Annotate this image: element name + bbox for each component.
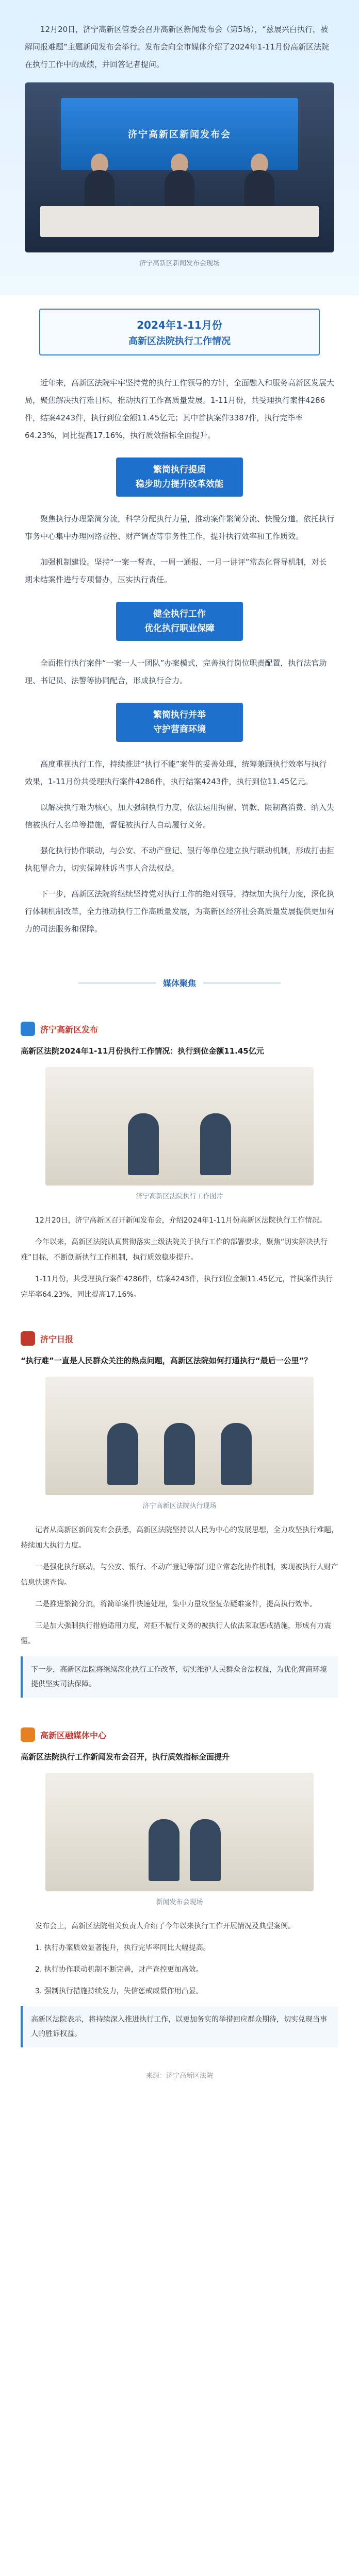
body-paragraph: 聚焦执行办理繁简分流，科学分配执行力量，推动案件繁简分流、快慢分道。依托执行事务中心集中办理网络查控、财产调查等事务性工作，提升执行效率和工作质效。 xyxy=(25,514,335,541)
media-paragraph: 1. 执行办案质效显著提升，执行完毕率同比大幅提高。 xyxy=(35,1944,210,1952)
media-caption: 新闻发布会现场 xyxy=(156,1899,203,1906)
subhead-1: 繁简执行提质 稳步助力提升改革效能 xyxy=(116,457,243,497)
media-divider xyxy=(0,977,359,989)
media-paragraph: 今年以来，高新区法院认真贯彻落实上级法院关于执行工作的部署要求，聚焦“切实解决执行难”目标，不断创新执行工作机制，执行质效稳步提升。 xyxy=(21,1238,328,1262)
media-paragraph: 12月20日，济宁高新区召开新闻发布会，介绍2024年1-11月份高新区法院执行工作情况。 xyxy=(35,1216,327,1225)
intro-paragraph: 12月20日，济宁高新区管委会召开高新区新闻发布会（第5场），“兹展兴白执行，被解同报难题”主题新闻发布会举行。发布会向全市媒体介绍了2024年1-11月份高新区法院在执行工作中的成绩，并回答记者提问。 xyxy=(25,25,329,69)
media-source xyxy=(21,1727,338,1742)
media-source xyxy=(21,1331,338,1346)
media-logo-icon xyxy=(21,1727,35,1742)
media-paragraph: 记者从高新区新闻发布会获悉，高新区法院坚持以人民为中心的发展思想，全力攻坚执行难题，持续加大执行力度。 xyxy=(21,1526,338,1550)
media-paragraph: 一是强化执行联动，与公安、银行、不动产登记等部门建立常态化协作机制，实现被执行人财产信息快速查询。 xyxy=(21,1563,338,1587)
body-paragraph: 近年来，高新区法院牢牢坚持党的执行工作领导的方针，全面融入和服务高新区发展大局，聚焦解决执行难目标，推动执行工作高质量发展。1-11月份，共受理执行案件4286件，结案4243件，执行到位金额11.45亿元；其中首执案件3387件，执行完毕率64.23%，同比提高17.16%，执行质效指标全面提升。 xyxy=(25,378,335,440)
media-photo xyxy=(45,1377,314,1495)
media-paragraph: 3. 强制执行措施持续发力，失信惩戒威慑作用凸显。 xyxy=(35,1987,203,1995)
body-paragraph: 加强机制建设。坚持“一案一督查、一周一通报、一月一讲评”常态化督导机制，对长期未结案件进行专项督办，压实执行责任。 xyxy=(25,557,327,584)
person-icon xyxy=(107,1423,138,1485)
banner-line-2: 高新区法院执行工作情况 xyxy=(128,336,231,347)
media-photo xyxy=(45,1773,314,1891)
body-paragraph: 高度重视执行工作，持续推进“执行不能”案件的妥善处理，统筹兼顾执行效率与执行效果，1-11月份共受理执行案件4286件，执行结案4243件，执行到位11.45亿元。 xyxy=(25,759,327,786)
section-banner xyxy=(39,309,320,355)
media-caption: 济宁高新区法院执行工作图片 xyxy=(136,1193,223,1200)
media-caption: 济宁高新区法院执行现场 xyxy=(142,1502,217,1510)
subhead-2: 健全执行工作 优化执行职业保障 xyxy=(116,602,243,641)
report-body xyxy=(0,369,359,961)
screen-text: 济宁高新区新闻发布会 xyxy=(128,129,231,140)
banner-line-1: 2024年1-11月份 xyxy=(137,319,222,331)
body-paragraph: 全面推行执行案件“一案一人一团队”办案模式，完善执行岗位职责配置，执行法官助理、书记员、法警等协同配合，形成执行合力。 xyxy=(25,658,327,685)
intro-band xyxy=(0,0,359,295)
divider-text: 媒体聚焦 xyxy=(162,978,196,988)
person-icon xyxy=(164,1423,195,1485)
body-paragraph: 下一步，高新区法院将继续坚持党对执行工作的绝对领导，持续加大执行力度，深化执行体制机制改革，全力推动执行工作高质量发展，为高新区经济社会高质量发展提供更加有力的司法服务和保障。 xyxy=(25,889,335,934)
person-icon xyxy=(128,1113,159,1175)
media-quote: 下一步，高新区法院将继续深化执行工作改革，切实维护人民群众合法权益，为优化营商环境提供坚实司法保障。 xyxy=(21,1656,338,1698)
media-section-1 xyxy=(0,1004,359,1314)
media-lead: 高新区法院2024年1-11月份执行工作情况：执行到位金额11.45亿元 xyxy=(21,1046,264,1056)
media-section-2 xyxy=(0,1314,359,1710)
person-icon xyxy=(85,170,115,211)
media-paragraph: 三是加大强制执行措施适用力度，对拒不履行义务的被执行人依法采取惩戒措施，形成有力震慑。 xyxy=(21,1622,331,1646)
divider-line xyxy=(78,982,156,984)
media-logo-icon xyxy=(21,1022,35,1036)
person-icon xyxy=(149,1819,180,1881)
article-footer: 来源：济宁高新区法院 xyxy=(145,2072,213,2080)
conference-table xyxy=(40,206,319,237)
photo-caption: 济宁高新区新闻发布会现场 xyxy=(139,260,220,267)
press-conference-photo xyxy=(25,82,334,252)
body-paragraph: 强化执行协作联动，与公安、不动产登记、银行等单位建立执行联动机制，形成打击拒执犯罪合力，切实保障胜诉当事人合法权益。 xyxy=(25,846,335,873)
media-lead: “执行难”一直是人民群众关注的热点问题，高新区法院如何打通执行“最后一公里”？ xyxy=(21,1356,312,1365)
media-name: 济宁高新区发布 xyxy=(40,1024,99,1035)
media-name: 济宁日报 xyxy=(40,1334,74,1344)
person-icon xyxy=(190,1819,221,1881)
media-paragraph: 2. 执行协作联动机制不断完善，财产查控更加高效。 xyxy=(35,1965,203,1974)
media-paragraph: 发布会上，高新区法院相关负责人介绍了今年以来执行工作开展情况及典型案例。 xyxy=(35,1922,295,1930)
media-lead: 高新区法院执行工作新闻发布会召开，执行质效指标全面提升 xyxy=(21,1752,230,1761)
divider-line xyxy=(203,982,281,984)
body-paragraph: 以解决执行难为核心，加大强制执行力度，依法运用拘留、罚款、限制高消费、纳入失信被执行人名单等措施，督促被执行人自动履行义务。 xyxy=(25,803,335,829)
media-photo xyxy=(45,1067,314,1185)
media-quote: 高新区法院表示，将持续深入推进执行工作，以更加务实的举措回应群众期待，切实兑现当事人的胜诉权益。 xyxy=(21,2006,338,2047)
media-paragraph: 1-11月份，共受理执行案件4286件，结案4243件，执行到位金额11.45亿元，首执案件执行完毕率64.23%，同比提高17.16%。 xyxy=(21,1275,333,1299)
media-section-3 xyxy=(0,1710,359,2060)
person-icon xyxy=(165,170,194,211)
person-icon xyxy=(244,170,274,211)
media-logo-icon xyxy=(21,1331,35,1346)
subhead-3: 繁简执行并举 守护营商环境 xyxy=(116,703,243,742)
media-name: 高新区融媒体中心 xyxy=(40,1730,107,1740)
person-icon xyxy=(221,1423,252,1485)
media-source xyxy=(21,1022,338,1036)
media-paragraph: 二是推进繁简分流，将简单案件快速处理，集中力量攻坚复杂疑难案件，提高执行效率。 xyxy=(35,1600,317,1608)
person-icon xyxy=(200,1113,231,1175)
